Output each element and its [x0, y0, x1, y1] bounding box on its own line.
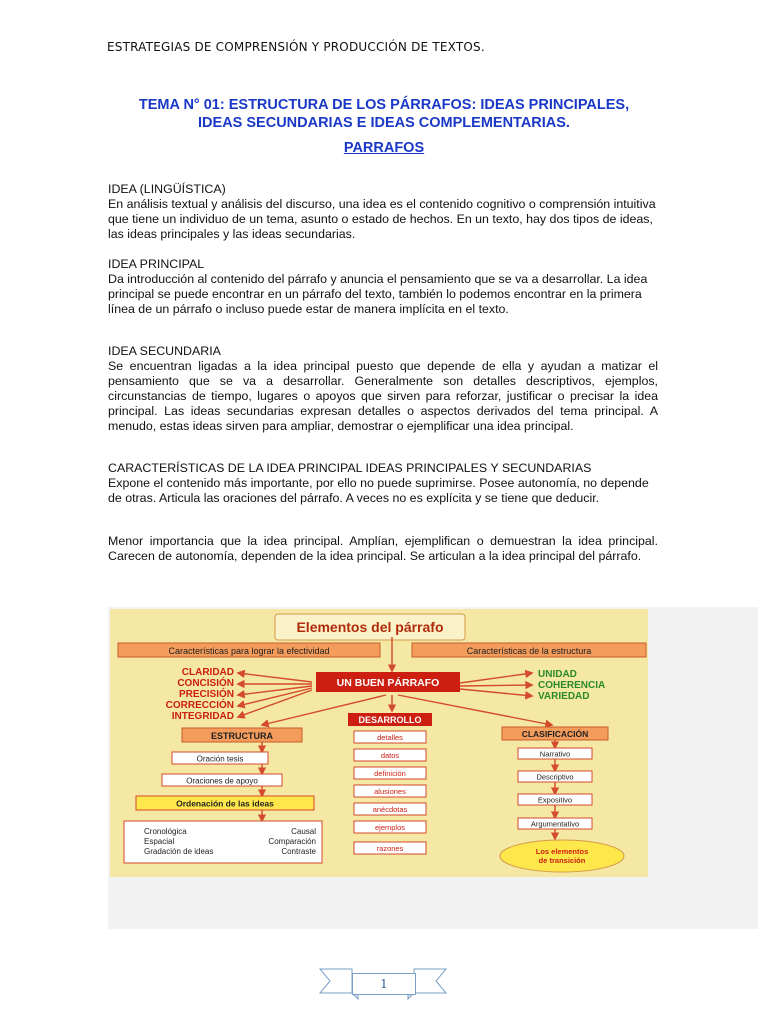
- quality-concision: CONCISIÓN: [177, 678, 234, 689]
- section-idea-heading: IDEA (LINGÜÍSTICA): [108, 182, 226, 196]
- quality-unidad: UNIDAD: [538, 669, 577, 680]
- section-idea-principal-heading: IDEA PRINCIPAL: [108, 257, 205, 271]
- order-gradacion: Gradación de ideas: [144, 847, 214, 856]
- section-idea-secundaria-text: Se encuentran ligadas a la idea principal puesto que depende de ella y ayudan a matizar el pensamiento que se va a desarrollar. Generalmente son detalles descriptivos, ejemplos, circunstancias de tiempo, lugares o apoyos que sirven para reforzar, justificar o precisar la idea principal. Las ideas secundarias expresan detalles o aspectos derivados del tema principal. A menudo, estas ideas sirven para ampliar, demostrar o ejemplificar una idea principal.: [108, 359, 658, 433]
- section-secundarias-text: Menor importancia que la idea principal. Amplían, ejemplifican o demuestran la idea principal. Carecen de autonomía, dependen de la idea principal. Se articulan a la idea principal del párrafo.: [108, 534, 658, 563]
- desarrollo-anecdotas: anécdotas: [372, 805, 408, 814]
- quality-precision: PRECISIÓN: [178, 689, 234, 700]
- desarrollo-alusiones: alusiones: [374, 787, 406, 796]
- page-number: 1: [352, 973, 416, 995]
- good-paragraph-label: UN BUEN PÁRRAFO: [336, 677, 440, 689]
- section-idea: [108, 182, 658, 242]
- order-contraste: Contraste: [281, 847, 316, 856]
- desarrollo-label: DESARROLLO: [358, 715, 422, 725]
- transition-line-2: de transición: [538, 856, 586, 865]
- clasificacion-label: CLASIFICACIÓN: [521, 729, 589, 739]
- section-idea-principal: [108, 257, 658, 317]
- order-cronologica: Cronológica: [144, 827, 187, 836]
- quality-correccion: CORRECCIÓN: [165, 700, 234, 711]
- paragraph-elements-diagram: [108, 607, 758, 929]
- qualities-right: [538, 669, 605, 702]
- clasificacion-descriptivo: Descriptivo: [536, 772, 574, 782]
- oracion-tesis-label: Oración tesis: [196, 754, 244, 764]
- transition-label: [536, 847, 589, 865]
- page-title: [108, 96, 660, 132]
- quality-coherencia: COHERENCIA: [538, 680, 606, 691]
- section-caracteristicas-text: Expone el contenido más importante, por ello no puede suprimirse. Posee autonomía, no depende de otras. Articula las oraciones del párrafo. A veces no es explícita y se tiene que deducir.: [108, 476, 649, 505]
- order-comparacion: Comparación: [268, 837, 316, 846]
- section-idea-secundaria: [108, 344, 658, 434]
- desarrollo-definicion: definición: [374, 769, 406, 778]
- page-title-line-1: TEMA N° 01: ESTRUCTURA DE LOS PÁRRAFOS: IDEAS PRINCIPALES,: [138, 97, 630, 113]
- oraciones-apoyo-label: Oraciones de apoyo: [186, 776, 258, 786]
- section-idea-principal-text: Da introducción al contenido del párrafo y anuncia el pensamiento que se va a desarrollar. La idea principal se puede encontrar en un párrafo del texto, también lo podemos encontrar en la primera línea de un párrafo o incluso puede estar de manera implícita en el texto.: [108, 272, 648, 316]
- section-caracteristicas: [108, 461, 658, 506]
- desarrollo-ejemplos: ejemplos: [374, 823, 406, 832]
- quality-variedad: VARIEDAD: [538, 691, 590, 702]
- diagram-title: Elementos del párrafo: [296, 619, 444, 635]
- page-subtitle: PARRAFOS: [343, 140, 425, 156]
- qualities-left: [166, 667, 234, 722]
- desarrollo-razones: razones: [376, 844, 404, 853]
- structure-banner-label: Características de la estructura: [466, 646, 592, 656]
- section-idea-text-post: , una idea es el contenido cognitivo o comprensión intuitiva que tiene un individuo de un tema, asunto o estado de hechos. En un texto, hay dos tipos de ideas, las ideas principales y las ideas secundarias.: [108, 197, 656, 241]
- clasificacion-argumentativo: Argumentativo: [530, 819, 580, 829]
- diagram-panel: [110, 609, 648, 877]
- ordenacion-label: Ordenación de las ideas: [176, 798, 274, 809]
- clasificacion-expositivo: Expositivo: [537, 795, 573, 805]
- desarrollo-datos: datos: [380, 751, 400, 760]
- diagram-svg: [110, 609, 648, 877]
- estructura-label: ESTRUCTURA: [211, 731, 273, 741]
- desarrollo-items: [354, 731, 426, 854]
- order-espacial: Espacial: [144, 837, 175, 846]
- section-caracteristicas-heading: CARACTERÍSTICAS DE LA IDEA PRINCIPAL IDEAS PRINCIPALES Y SECUNDARIAS: [108, 461, 592, 475]
- section-secundarias: [108, 534, 658, 564]
- quality-integridad: INTEGRIDAD: [171, 711, 234, 722]
- section-idea-text-pre: En análisis textual y: [108, 197, 221, 211]
- running-header: ESTRATEGIAS DE COMPRENSIÓN Y PRODUCCIÓN DE TEXTOS.: [107, 40, 485, 54]
- page-title-line-2: IDEAS SECUNDARIAS E IDEAS COMPLEMENTARIAS.: [198, 115, 570, 131]
- order-causal: Causal: [291, 827, 316, 836]
- page-number-ribbon: [318, 963, 448, 1003]
- discourse-analysis-link[interactable]: análisis del discurso: [220, 197, 332, 211]
- desarrollo-detalles: detalles: [377, 733, 403, 742]
- section-idea-secundaria-heading: IDEA SECUNDARIA: [108, 344, 221, 358]
- transition-line-1: Los elementos: [535, 847, 589, 856]
- effectiveness-banner-label: Características para lograr la efectividad: [168, 646, 330, 656]
- clasificacion-narrativo: Narrativo: [539, 749, 571, 759]
- quality-claridad: CLARIDAD: [181, 667, 234, 678]
